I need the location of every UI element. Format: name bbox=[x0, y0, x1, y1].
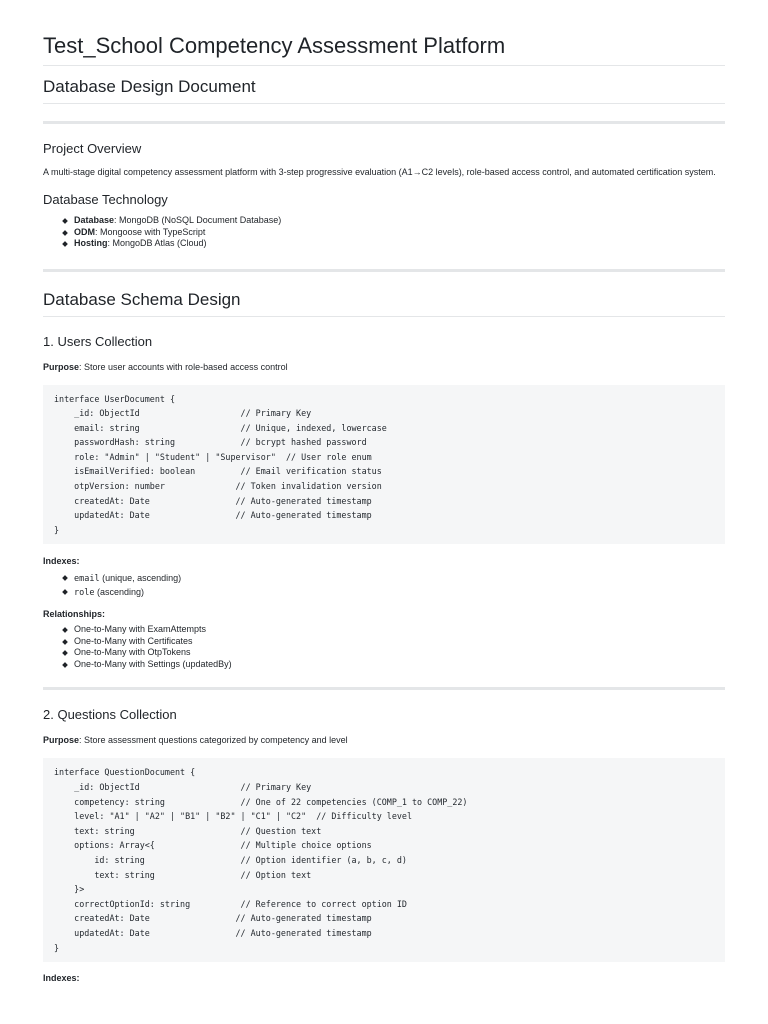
purpose-text: : Store assessment questions categorized by competency and level bbox=[79, 735, 348, 746]
purpose-label: Purpose bbox=[43, 735, 80, 746]
item-label: Hosting bbox=[74, 238, 108, 248]
questions-heading: 2. Questions Collection bbox=[43, 707, 177, 723]
index-code: role bbox=[74, 588, 95, 599]
list-item bbox=[74, 227, 725, 239]
users-purpose bbox=[43, 361, 725, 373]
list-item bbox=[74, 586, 725, 600]
users-relationships-list bbox=[43, 624, 725, 670]
index-code: email bbox=[74, 574, 100, 585]
section-divider bbox=[43, 121, 725, 124]
overview-heading: Project Overview bbox=[43, 141, 142, 156]
technology-heading: Database Technology bbox=[43, 192, 168, 207]
index-text: (ascending) bbox=[94, 587, 145, 598]
document-title: Test_School Competency Assessment Platform bbox=[43, 0, 725, 66]
overview-text: A multi-stage digital competency assessment platform with 3-step progressive evaluation (A1→C2 levels), role-based access control, and automated certification system. bbox=[43, 167, 716, 177]
users-indexes-label: Indexes: bbox=[43, 556, 80, 567]
section-divider bbox=[43, 687, 725, 690]
indexes-label: Indexes bbox=[43, 556, 77, 567]
users-indexes-list bbox=[43, 572, 725, 600]
technology-list bbox=[43, 215, 725, 250]
relationships-label: Relationships bbox=[43, 609, 103, 620]
users-heading: 1. Users Collection bbox=[43, 333, 153, 349]
list-item: One-to-Many with Certificates bbox=[74, 636, 725, 648]
questions-indexes-label: Indexes: bbox=[43, 973, 80, 984]
section-divider bbox=[43, 269, 725, 272]
item-value: : MongoDB Atlas (Cloud) bbox=[107, 238, 207, 248]
document-subtitle: Database Design Document bbox=[43, 66, 725, 104]
questions-code-block: interface QuestionDocument { _id: ObjectId // Primary Key competency: string // One of 22 competencies (COMP_1 to COMP_22) level: "A1" | "A2" | "B1" | "B2" | "C1" | "C2" // Difficulty level text: string // Question text options: Array<{ // Multiple choice options id: string // Option identifier (a, b, c, d) text: string // Option text }> correctOptionId: string // Reference to correct option ID createdAt: Date // Auto-generated timestamp updatedAt: Date // Auto-generated timestamp } bbox=[43, 758, 725, 962]
purpose-label: Purpose bbox=[43, 361, 80, 372]
item-value: : MongoDB (NoSQL Document Database) bbox=[114, 215, 282, 225]
index-text: (unique, ascending) bbox=[99, 573, 182, 584]
purpose-text: : Store user accounts with role-based access control bbox=[79, 361, 288, 372]
list-item: One-to-Many with Settings (updatedBy) bbox=[74, 659, 725, 671]
list-item bbox=[74, 572, 725, 586]
item-value: : Mongoose with TypeScript bbox=[95, 226, 206, 237]
schema-heading: Database Schema Design bbox=[43, 290, 725, 317]
users-code-block: interface UserDocument { _id: ObjectId // Primary Key email: string // Unique, indexed, lowercase passwordHash: string // bcrypt hashed password role: "Admin" | "Student" | "Supervisor" // User role enum isEmailVerified: boolean // Email verification status otpVersion: number // Token invalidation version createdAt: Date // Auto-generated timestamp updatedAt: Date // Auto-generated timestamp } bbox=[43, 385, 725, 545]
list-item bbox=[74, 238, 725, 250]
list-item: One-to-Many with OtpTokens bbox=[74, 647, 725, 659]
item-label: Database bbox=[74, 215, 115, 225]
list-item bbox=[74, 215, 725, 227]
list-item: One-to-Many with ExamAttempts bbox=[74, 624, 725, 636]
users-relationships-label: Relationships: bbox=[43, 609, 106, 620]
item-label: ODM bbox=[74, 226, 95, 237]
questions-purpose bbox=[43, 734, 725, 746]
indexes-label: Indexes bbox=[43, 973, 77, 984]
